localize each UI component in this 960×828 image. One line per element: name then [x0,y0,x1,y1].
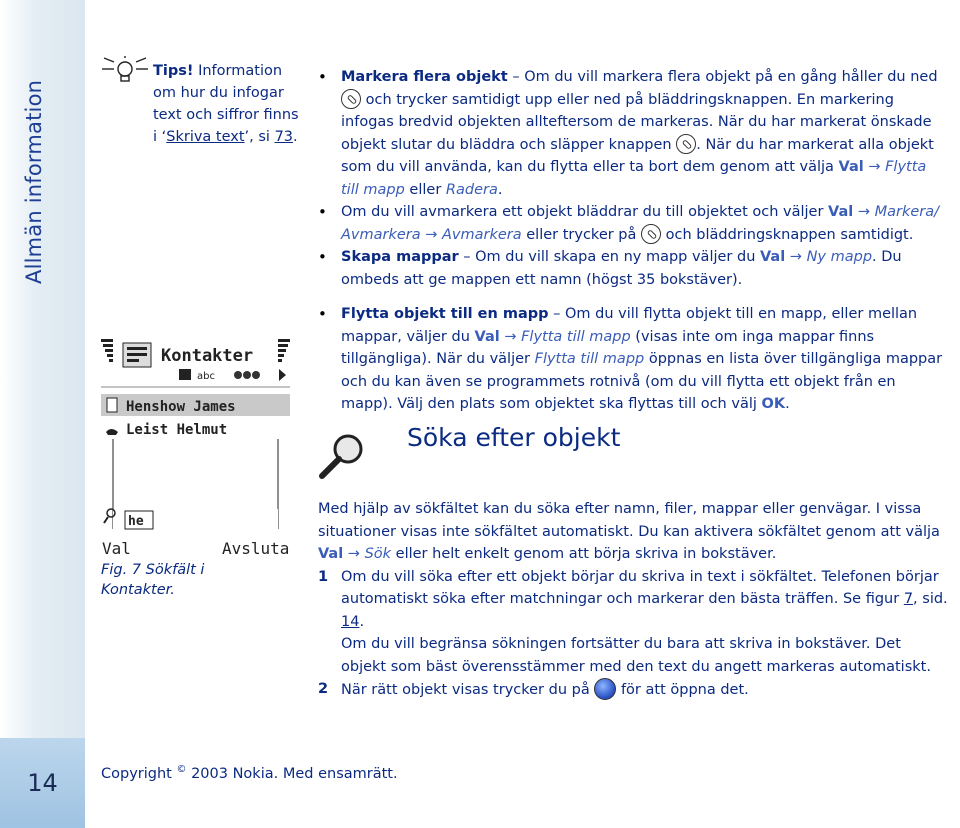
contact-row-2[interactable]: Leist Helmut [126,422,228,438]
menu-ref-val: Val [828,204,854,220]
section-intro [318,498,948,566]
arrow-icon: → [868,159,881,175]
step-text: Om du vill begränsa sökningen fortsätter du bara att skriva in bokstäver. Det objekt som bäst överensstämmer med den text du angett markeras automatiskt. [341,636,931,675]
arrow-icon: → [789,249,802,265]
bullet-text: . [497,181,503,198]
softkey-right[interactable]: Avsluta [222,539,290,558]
menu-ref: Avmarkera [442,226,522,243]
intro-text: eller helt enkelt genom att börja skriva in bokstäver. [391,546,777,562]
magnifier-icon [318,430,368,480]
copyright-symbol: © [176,764,187,775]
step-text: , sid. [913,591,948,607]
contact-card-icon [107,398,117,412]
sidebar [0,0,85,828]
bullet-heading: Flytta objekt till en mapp [341,306,549,322]
bullet-heading: Markera flera objekt [341,69,508,85]
bullet-text: . När du har markerat alla objekt som du vill använda, kan du flytta eller ta bort dem genom att välja [341,136,934,175]
contact-row-1[interactable]: Henshow James [126,399,236,415]
menu-ref-val: Val [318,546,344,562]
menu-ref-val: Val [838,159,864,175]
phone-screenshot [101,339,290,561]
arrow-icon: → [857,204,870,220]
step-1 [318,566,948,679]
tip-box [101,60,301,148]
page-number-box [0,738,85,828]
step-text: . [359,613,365,630]
footer-copyright [101,764,398,782]
menu-ref: Flytta till mapp [521,328,631,345]
bullet-unmark [318,201,948,246]
bullet-text: – Om du vill skapa en ny mapp väljer du [458,249,760,265]
step-text: för att öppna det. [616,682,749,698]
edit-key-icon [341,89,361,109]
chapter-title: Allmän information [22,79,46,284]
bullet-heading: Skapa mappar [341,249,459,265]
bullet-text: – Om du vill markera flera objekt på en gång håller du ned [507,69,938,85]
step-text: Om du vill söka efter ett objekt börjar du skriva in text i sökfältet. Telefonen börjar automatiskt söka efter matchningar och markerar den bästa träffen. Se figur [341,568,939,607]
bullet-mark-multiple [318,66,948,201]
arrow-icon: → [504,328,517,345]
search-field[interactable] [104,509,278,531]
menu-ref: Markera/ Avmarkera [341,204,940,243]
bullet-text: Om du vill avmarkera ett objekt bläddrar du till objektet och väljer [341,204,829,220]
tip-page-link[interactable]: 73 [274,129,294,145]
footer-text: 2003 Nokia. Med ensamrätt. [186,765,398,782]
softkey-left[interactable]: Val [102,539,131,558]
menu-ref: Flytta till mapp [534,351,645,367]
tip-label: Tips! [153,63,194,79]
bullet-text: (visas inte om inga mappar finns tillgängliga). När du väljer [341,328,875,367]
phone-mode: abc [197,371,215,382]
bullet-text: och trycker samtidigt upp eller ned på bläddringsknappen. En markering infogas bredvid objekten allteftersom de markeras. När du har markerat önskade objekt slutar du bläddra och släpper knappen [341,91,932,153]
edit-key-icon [641,224,661,244]
bullet-move-to-folder [318,303,948,416]
search-input[interactable]: he [128,514,144,529]
joystick-key-icon [594,678,616,700]
step-text: När rätt objekt visas trycker du på [341,682,595,698]
bullet-list [318,66,948,416]
tip-text-a: Information om hur du infogar text och siffror finns i ‘ [153,63,299,145]
bullet-text: och bläddringsknappen samtidigt. [661,226,914,243]
edit-key-icon [676,134,696,154]
section-body [318,498,948,702]
figure-link[interactable]: 7 [903,591,914,607]
arrow-icon: → [425,226,438,243]
menu-ref: Radera [445,181,498,198]
page-number: 14 [27,769,58,797]
step-number: 1 [318,568,329,585]
bullet-create-folder [318,246,948,291]
menu-ref: Ny mapp [806,249,873,265]
bullet-text: . Du ombeds att ge mappen ett namn (högst 35 bokstäver). [341,249,902,288]
bullet-text: – Om du vill flytta objekt till en mapp, eller mellan mappar, väljer du [341,306,918,345]
tip-text-b: ’, si [244,129,275,145]
menu-ref: Sök [364,546,392,562]
figure-caption: Fig. 7 Sökfält i Kontakter. [101,562,205,598]
bullet-text: öppnas en lista över tillgängliga mappar och du kan även se programmets rotnivå (om du vill flytta ett objekt från en mapp). Välj den plats som objektet ska flyttas till och välj [341,351,943,412]
page-link[interactable]: 14 [341,613,360,630]
tab-icons [234,371,260,379]
contacts-app-icon [123,343,151,367]
bullet-text: . [785,396,790,412]
phone-title: Kontakter [161,346,254,366]
menu-ref: Flytta till mapp [341,159,927,198]
tip-link-skriva-text[interactable]: Skriva text [166,129,245,145]
tip-text-c: . [293,129,298,145]
intro-text: Med hjälp av sökfältet kan du söka efter namn, filer, mappar eller genvägar. I vissa situationer visas inte sökfältet automatiskt. Du kan aktivera sökfältet genom att välja [318,501,940,540]
step-number: 2 [318,681,329,697]
menu-ref-val: Val [474,328,500,345]
section-title: Söka efter objekt [407,423,621,452]
step-2 [318,678,948,702]
bullet-text: eller trycker på [521,226,642,243]
arrow-icon: → [347,546,360,562]
menu-ref-ok: OK [761,396,786,412]
menu-ref-val: Val [760,249,786,265]
footer-text: Copyright [101,765,177,782]
bullet-text: eller [404,181,446,198]
